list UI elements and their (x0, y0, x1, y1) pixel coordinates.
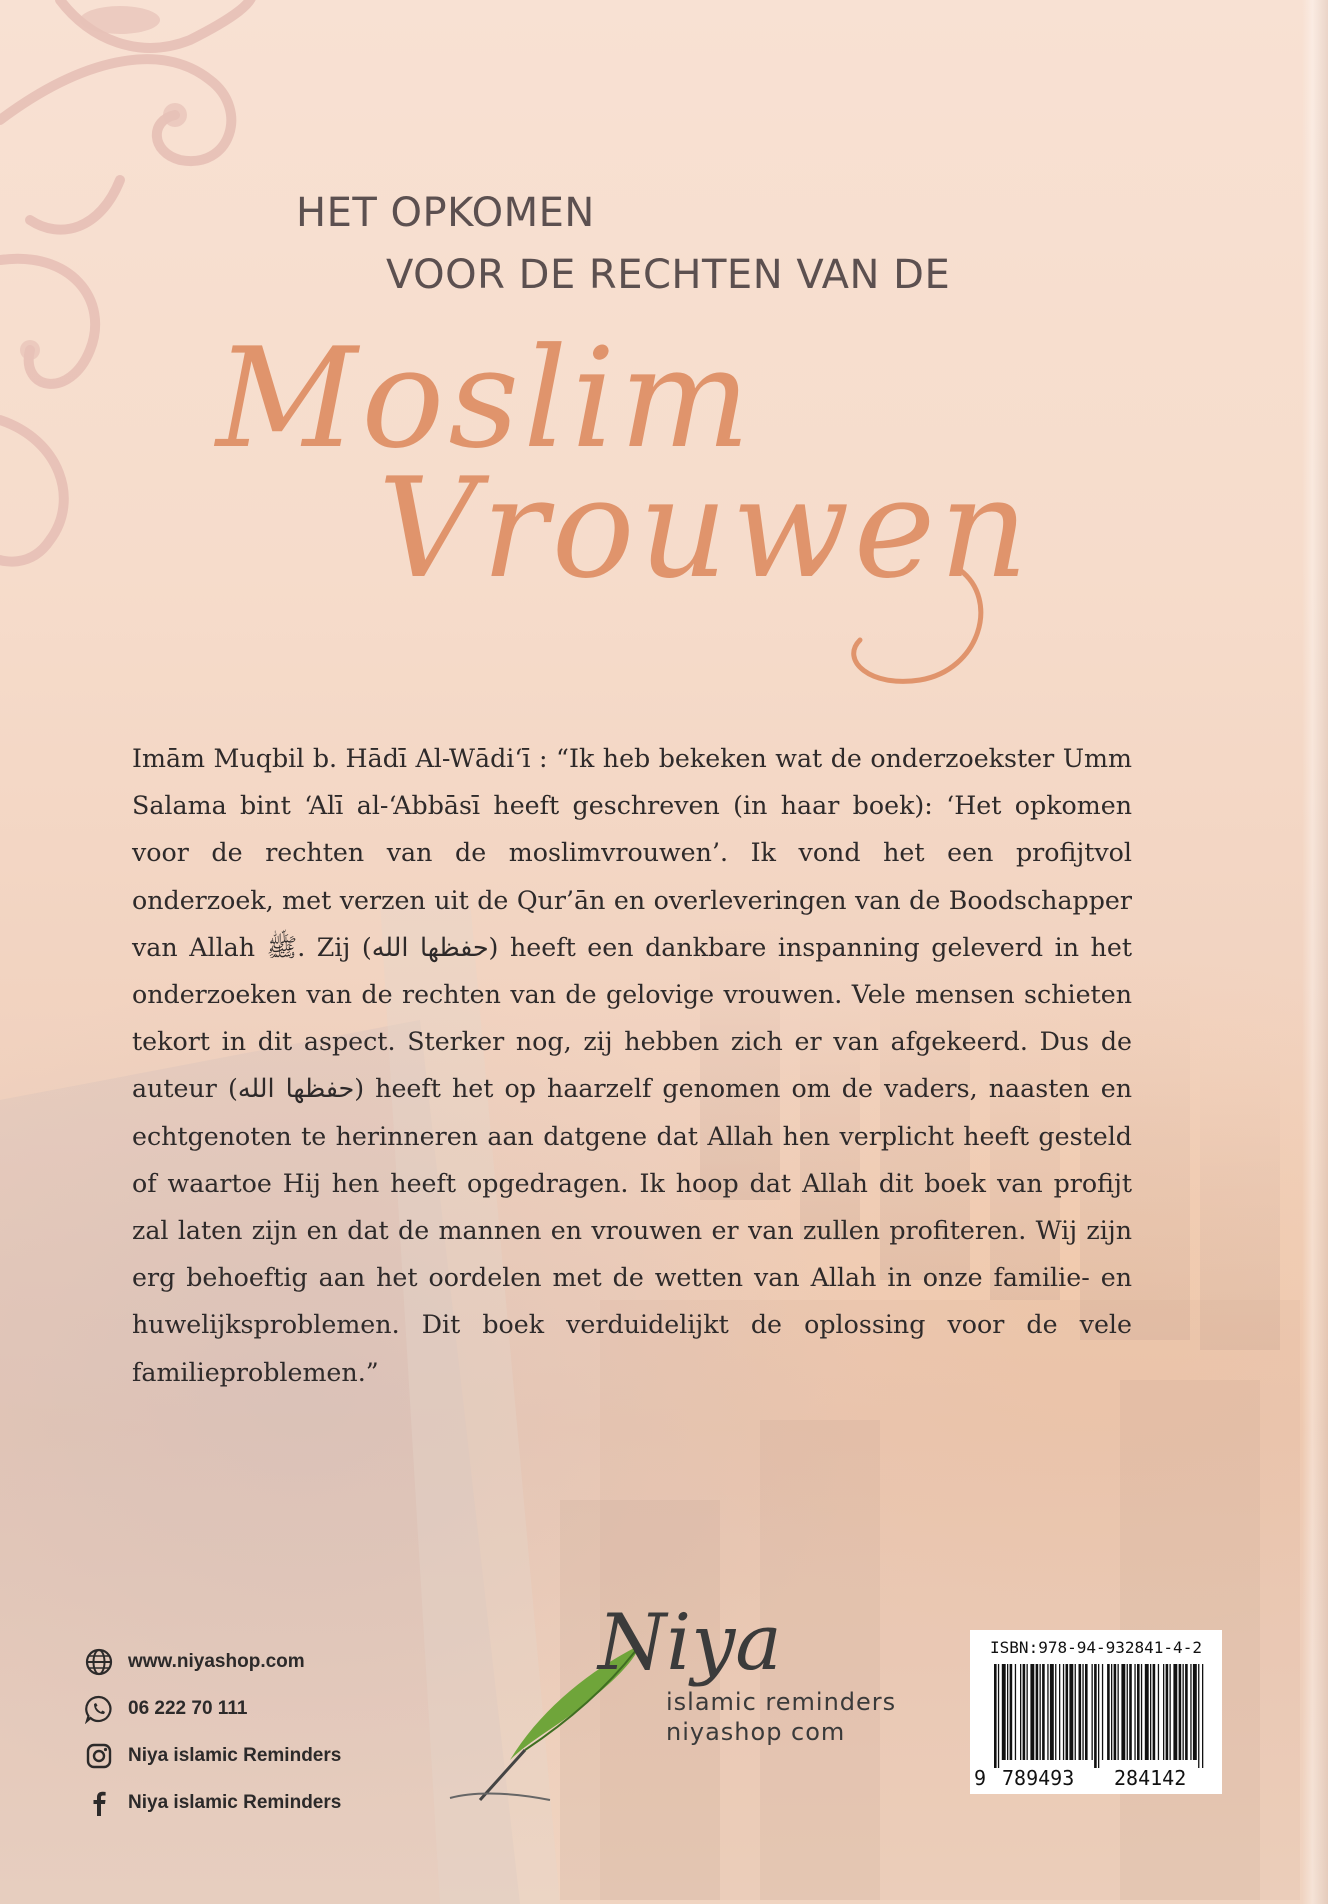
contact-phone (82, 1685, 341, 1732)
title-line-1: HET OPKOMEN (296, 190, 595, 236)
title-script-moslim: Moslim (216, 318, 755, 479)
barcode-digit-first: 9 (974, 1766, 987, 1790)
publisher-logo-name: Niya (598, 1598, 782, 1688)
title-line-2: VOOR DE RECHTEN VAN DE (386, 252, 951, 298)
contact-website-text: www.niyashop.com (128, 1650, 305, 1672)
isbn-label: ISBN:978-94-932841-4-2 (990, 1638, 1202, 1657)
whatsapp-icon (82, 1692, 116, 1726)
barcode-digits-right: 284142 (1114, 1766, 1187, 1790)
contact-instagram (82, 1732, 341, 1779)
publisher-logo-tagline: islamic reminders (666, 1688, 897, 1716)
globe-icon (82, 1645, 116, 1679)
publisher-logo-url: niyashop com (666, 1718, 846, 1746)
contact-facebook (82, 1779, 341, 1826)
contact-facebook-text: Niya islamic Reminders (128, 1791, 342, 1813)
contact-phone-text: 06 222 70 111 (128, 1697, 248, 1719)
endorsement-quote (132, 735, 1132, 1396)
book-spine-edge (1302, 0, 1328, 1904)
facebook-icon (82, 1786, 116, 1820)
contact-list (82, 1638, 341, 1826)
isbn-barcode-box (970, 1630, 1222, 1794)
barcode-digits-left: 789493 (1002, 1766, 1075, 1790)
barcode-icon (980, 1664, 1212, 1768)
instagram-icon (82, 1739, 116, 1773)
title-script-vrouwen: Vrouwen (378, 448, 1033, 609)
contact-website (82, 1638, 341, 1685)
contact-instagram-text: Niya islamic Reminders (128, 1744, 342, 1766)
quote-paragraph: Imām Muqbil b. Hādī Al-Wādi‘ī : “Ik heb bekeken wat de onderzoekster Umm Salama bint ‘Alī al-‘Abbāsī heeft geschreven (in haar boek): ‘Het opkomen voor de rechten van de moslimvrouwen’. Ik vond het een profijtvol onderzoek, met verzen uit de Qur’ān en overleveringen van de Boodschapper van Allah ﷺ. Zij (حفظها الله) heeft een dankbare inspanning geleverd in het onderzoeken van de rechten van de gelovige vrouwen. Vele mensen schieten tekort in dit aspect. Sterker nog, zij hebben zich er van afgekeerd. Dus de auteur (حفظها الله) heeft het op haarzelf genomen om de vaders, naasten en echtgenoten te herinneren aan datgene dat Allah hen verplicht heeft gesteld of waartoe Hij hen heeft opgedragen. Ik hoop dat Allah dit boek van profijt zal laten zijn en dat de mannen en vrouwen er van zullen profiteren. Wij zijn erg behoeftig aan het oordelen met de wetten van Allah in onze familie- en huwelijksproblemen. Dit boek verduidelijkt de oplossing voor de vele familieproblemen.” (132, 744, 1132, 1387)
title-flourish (780, 560, 1010, 700)
